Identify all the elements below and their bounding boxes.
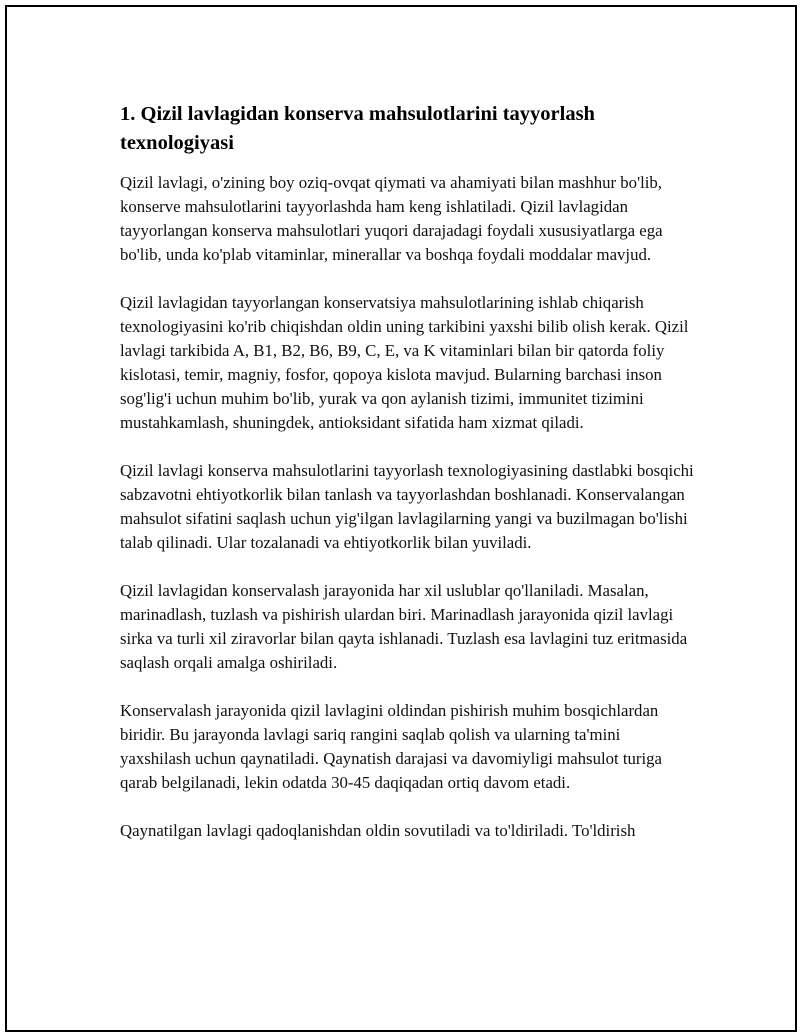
- paragraph: Qizil lavlagi konserva mahsulotlarini tayyorlash texnologiyasining dastlabki bosqichi sabzavotni ehtiyotkorlik bilan tanlash va tayyorlashdan boshlanadi. Konservalangan mahsulot sifatini saqlash uchun yig'ilgan lavlagilarning yangi va buzilmagan bo'lishi talab qilinadi. Ular tozalanadi va ehtiyotkorlik bilan yuviladi.: [120, 461, 694, 552]
- paragraph: Qizil lavlagi, o'zining boy oziq-ovqat qiymati va ahamiyati bilan mashhur bo'lib, konserve mahsulotlarini tayyorlashda ham keng ishlatiladi. Qizil lavlagidan tayyorlangan konserva mahsulotlari yuqori darajadagi foydali xususiyatlarga ega bo'lib, unda ko'plab vitaminlar, minerallar va boshqa foydali moddalar mavjud.: [120, 173, 663, 264]
- paragraph: Qaynatilgan lavlagi qadoqlanishdan oldin sovutiladi va to'ldiriladi. To'ldirish: [120, 821, 636, 840]
- page-frame: [5, 5, 797, 1032]
- paragraph: Qizil lavlagidan tayyorlangan konservatsiya mahsulotlarining ishlab chiqarish texnologiyasini ko'rib chiqishdan oldin uning tarkibini yaxshi bilib olish kerak. Qizil lavlagi tarkibida A, B1, B2, B6, B9, C, E, va K vitaminlari bilan bir qatorda foliy kislotasi, temir, magniy, fosfor, qopoya kislota mavjud. Bularning barchasi inson sog'lig'i uchun muhim bo'lib, yurak va qon aylanish tizimi, immunitet tizimini mustahkamlash, shuningdek, antioksidant sifatida ham xizmat qiladi.: [120, 293, 689, 432]
- paragraph: Konservalash jarayonida qizil lavlagini oldindan pishirish muhim bosqichlardan biridir. Bu jarayonda lavlagi sariq rangini saqlab qolish va ularning ta'mini yaxshilash uchun qaynatiladi. Qaynatish darajasi va davomiyligi mahsulot turiga qarab belgilanadi, lekin odatda 30-45 daqiqadan ortiq davom etadi.: [120, 701, 663, 792]
- document-body: [120, 100, 695, 867]
- paragraph: Qizil lavlagidan konservalash jarayonida har xil uslublar qo'llaniladi. Masalan, marinadlash, tuzlash va pishirish ulardan biri. Marinadlash jarayonida qizil lavlagi sirka va turli xil ziravorlar bilan qayta ishlanadi. Tuzlash esa lavlagini tuz eritmasida saqlash orqali amalga oshiriladi.: [120, 581, 688, 672]
- document-heading: 1. Qizil lavlagidan konserva mahsulotlarini tayyorlash texnologiyasi: [120, 103, 595, 154]
